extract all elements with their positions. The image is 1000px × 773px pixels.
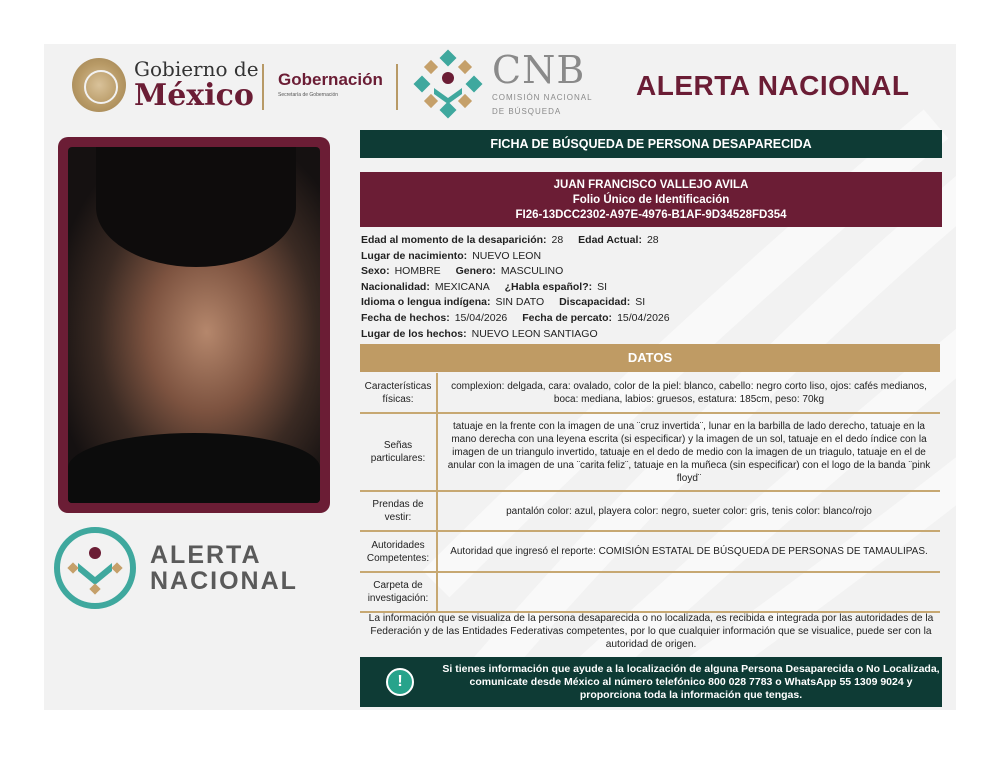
ficha-title-bar: FICHA DE BÚSQUEDA DE PERSONA DESAPARECIDA	[360, 130, 942, 158]
contact-text: Si tienes información que ayude a la localización de alguna Persona Desaparecida o No Localizada, comunicate desde México al número telefónico 800 028 7783 o WhatsApp 55 1309 9024 y proporciona toda la información que tengas.	[442, 662, 940, 701]
edad-actual-label: Edad Actual:	[578, 234, 642, 246]
fecha-percato-value: 15/04/2026	[617, 311, 670, 324]
national-seal-icon	[72, 58, 126, 112]
edad-desaparicion-value: 28	[551, 234, 564, 246]
lugar-nacimiento-label: Lugar de nacimiento:	[361, 249, 468, 262]
folio-value: FI26-13DCC2302-A97E-4976-B1AF-9D34528FD354	[515, 209, 787, 221]
row-value: complexion: delgada, cara: ovalado, color de la piel: blanco, cabello: negro corto liso, ojos: cafés medianos, boca: mediana, labios: gruesos, estatura: 185cm, peso: 70kg	[451, 380, 927, 405]
info-row	[361, 327, 941, 343]
header-divider	[262, 64, 264, 110]
nacionalidad-value: MEXICANA	[434, 280, 490, 293]
cnb-subtitle-1: COMISIÓN NACIONAL	[492, 93, 593, 102]
alerta-emblem-icon	[54, 527, 136, 609]
fecha-percato-label: Fecha de percato:	[522, 311, 613, 324]
info-row	[361, 233, 941, 249]
info-row	[361, 311, 941, 327]
discapacidad-label: Discapacidad:	[559, 296, 631, 309]
secretaria-name: Gobernación	[278, 70, 383, 89]
table-row	[360, 492, 940, 532]
cnb-acronym: CNB	[492, 48, 586, 92]
info-row	[361, 249, 941, 265]
cnb-subtitle-2: DE BÚSQUEDA	[492, 107, 562, 116]
row-value: tatuaje en la frente con la imagen de una ¨cruz invertida¨, lunar en la barbilla de lado derecho, tatuaje en la mano derecha con una leyena escrita (si especificar) y la imagen de un sol, tatuaje en el dedo índice con la imagen de un triangulo invertido, tatuaje en el dedo de medio con la imagen de un triagulo, tatuaje en el de anular con la imagen de una ¨carita feliz¨, tatuaje en la muñeca (sin especificar) con el logo de la banda ¨pink floyd¨	[447, 420, 931, 484]
table-row	[360, 532, 940, 573]
fecha-hechos-label: Fecha de hechos:	[361, 311, 450, 324]
cnb-logo	[412, 48, 593, 120]
datos-table	[360, 373, 940, 613]
person-name: JUAN FRANCISCO VALLEJO AVILA	[553, 179, 749, 191]
lugar-hechos-value: NUEVO LEON SANTIAGO	[471, 327, 598, 340]
secretaria-subtitle: Secretaría de Gobernación	[278, 92, 339, 98]
nacionalidad-label: Nacionalidad:	[361, 280, 430, 293]
sexo-value: HOMBRE	[394, 265, 441, 278]
folio-label: Folio Único de Identificación	[572, 194, 730, 206]
exclamation-icon: !	[386, 668, 414, 696]
info-row	[361, 295, 941, 311]
habla-espanol-label: ¿Habla español?:	[504, 280, 593, 293]
header-divider	[396, 64, 398, 110]
gobierno-de-mexico-logo	[72, 58, 259, 112]
info-row	[361, 280, 941, 296]
contact-banner	[360, 657, 942, 707]
edad-actual-value: 28	[646, 234, 659, 246]
person-name-bar	[360, 172, 942, 227]
disclaimer-text: La información que se visualiza de la persona desaparecida o no localizada, es recibida e integrada por las autoridades de la Federación y de las Entidades Federativas competentes, por lo que cualquier información que se visualice, puede ser con la autoridad de origen.	[368, 613, 934, 650]
gobierno-line1: Gobierno de	[134, 57, 259, 81]
person-info	[361, 233, 941, 342]
row-key: Prendas de vestir:	[360, 492, 438, 530]
gobierno-line2: México	[134, 78, 254, 113]
table-row	[360, 573, 940, 613]
row-value	[438, 573, 940, 611]
fecha-hechos-value: 15/04/2026	[454, 311, 508, 324]
row-key: Carpeta de investigación:	[360, 573, 438, 611]
row-key: Autoridades Competentes:	[360, 532, 438, 571]
cnb-emblem-icon	[412, 48, 484, 120]
logo-alerta-line2: NACIONAL	[150, 567, 298, 595]
habla-espanol-value: SI	[597, 280, 608, 293]
logo-alerta-line1: ALERTA	[150, 540, 262, 569]
gobernacion-logo	[278, 70, 383, 98]
photo-hair-shape	[96, 147, 296, 267]
idioma-label: Idioma o lengua indígena:	[361, 296, 491, 309]
genero-label: Genero:	[455, 265, 496, 278]
photo-shirt-shape	[68, 433, 320, 503]
alerta-nacional-logo	[54, 527, 298, 609]
table-row	[360, 414, 940, 492]
row-key: Características físicas:	[360, 373, 438, 412]
row-value: pantalón color: azul, playera color: negro, sueter color: gris, tenis color: blanco/rojo	[506, 505, 872, 517]
edad-desaparicion-label: Edad al momento de la desaparición:	[361, 234, 547, 246]
sexo-label: Sexo:	[361, 265, 390, 278]
photo-frame	[58, 137, 330, 513]
table-row	[360, 373, 940, 414]
idioma-value: SIN DATO	[495, 296, 545, 309]
lugar-nacimiento-value: NUEVO LEON	[472, 249, 542, 262]
discapacidad-value: SI	[635, 296, 646, 309]
info-row	[361, 264, 941, 280]
lugar-hechos-label: Lugar de los hechos:	[361, 327, 467, 340]
genero-value: MASCULINO	[500, 265, 564, 278]
alerta-nacional-title: ALERTA NACIONAL	[636, 70, 910, 101]
row-key: Señas particulares:	[360, 414, 438, 490]
row-value: Autoridad que ingresó el reporte: COMISIÓN ESTATAL DE BÚSQUEDA DE PERSONAS DE TAMAULIPAS.	[450, 546, 928, 557]
missing-person-photo	[68, 147, 320, 503]
datos-header: DATOS	[360, 344, 940, 372]
